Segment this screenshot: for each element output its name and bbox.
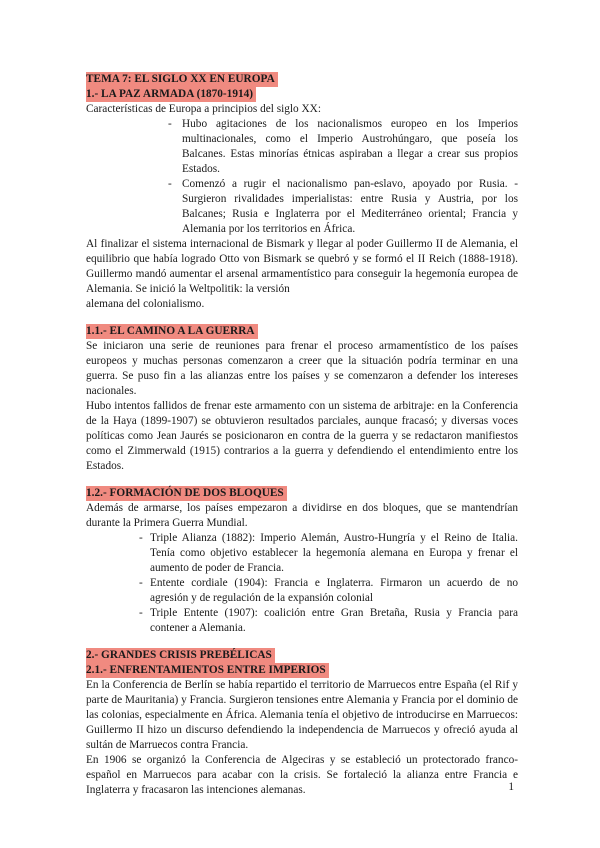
page-number: 1 <box>508 781 514 793</box>
list-item: - Hubo agitaciones de los nacionalismos europeo en los Imperios multinacionales, como el Imperio Austrohúngaro, que poseía los Balcanes. Estas minorías étnicas aspiraban a llegar a crear sus propios Estados. <box>168 118 518 175</box>
section-1-intro: Características de Europa a principios del siglo XX: <box>86 103 321 115</box>
section-1-2-heading: 1.2.- FORMACIÓN DE DOS BLOQUES <box>86 486 287 501</box>
document-title: TEMA 7: EL SIGLO XX EN EUROPA <box>86 72 278 87</box>
section-1-paragraph: Al finalizar el sistema internacional de Bismark y llegar al poder Guillermo II de Alemania, el equilibrio que había logrado Otto von Bismark se quebró y se formó el II Reich (1888-1918). Guillermo mandó aumentar el arsenal armamentístico para conseguir la hegemonía europea de Alemania. Se inició la Weltpolitik: la versión <box>86 238 518 295</box>
list-item: - Comenzó a rugir el nacionalismo pan-eslavo, apoyado por Rusia. - Surgieron rivalidades imperialistas: entre Rusia y Austria, por los Balcanes; Rusia e Inglaterra por el Mediterráneo oriental; Francia y Alemania por los territorios en África. <box>168 178 518 235</box>
section-2-heading: 2.- GRANDES CRISIS PREBÉLICAS <box>86 648 275 663</box>
list-item: - Triple Alianza (1882): Imperio Alemán, Austro-Hungría y el Reino de Italia. Tenía como objetivo establecer la hegemonía alemana en Europa y frenar el aumento de poder de Francia. <box>139 532 518 574</box>
section-1-heading: 1.- LA PAZ ARMADA (1870-1914) <box>86 87 256 102</box>
section-2-1-paragraph-2: En 1906 se organizó la Conferencia de Algeciras y se estableció un protectorado franco-español en Marruecos para acabar con la crisis. Se fortaleció la alianza entre Francia e Inglaterra y fracasaron las intenciones alemanas. <box>86 754 518 796</box>
list-item: - Triple Entente (1907): coalición entre Gran Bretaña, Rusia y Francia para contener a Alemania. <box>139 607 518 634</box>
section-1-1-heading: 1.1.- EL CAMINO A LA GUERRA <box>86 324 258 339</box>
section-1-1-paragraph-1: Se iniciaron una serie de reuniones para frenar el proceso armamentístico de los países europeos y muchas personas comenzaron a creer que la situación podría terminar en una guerra. Se puso fin a las alianzas entre los países y se comenzaron a defender los intereses nacionales. <box>86 340 518 397</box>
section-2-1-heading: 2.1.- ENFRENTAMIENTOS ENTRE IMPERIOS <box>86 663 329 678</box>
section-2-1-paragraph-1: En la Conferencia de Berlín se había repartido el territorio de Marruecos entre España (el Rif y parte de Mauritania) y Francia. Surgieron tensiones entre Alemania y Francia por el dominio de las colonias, especialmente en África. Alemania tenía el objetivo de introducirse en Marruecos: Guillermo II hizo un discurso defendiendo la independencia de Marruecos y ofreció ayuda al sultán de Marruecos contra Francia. <box>86 679 518 751</box>
section-1-list <box>86 117 518 237</box>
section-1-paragraph-end: alemana del colonialismo. <box>86 298 205 310</box>
document-page <box>86 72 518 798</box>
list-item: - Entente cordiale (1904): Francia e Inglaterra. Firmaron un acuerdo de no agresión y de regulación de la expansión colonial <box>139 577 518 604</box>
section-1-2-intro: Además de armarse, los países empezaron a dividirse en dos bloques, que se mantendrían durante la Primera Guerra Mundial. <box>86 502 518 529</box>
section-1-1-paragraph-2: Hubo intentos fallidos de frenar este armamento con un sistema de arbitraje: en la Conferencia de la Haya (1899-1907) se obtuvieron resultados parciales, aunque fracasó; y diversas voces políticas como Jean Jaurés se posicionaron en contra de la guerra y se redactaron manifiestos como el Zimmerwald (1915) contrarios a la guerra y defendiendo el entendimiento entre los Estados. <box>86 400 518 472</box>
section-1-2-list <box>86 531 518 636</box>
